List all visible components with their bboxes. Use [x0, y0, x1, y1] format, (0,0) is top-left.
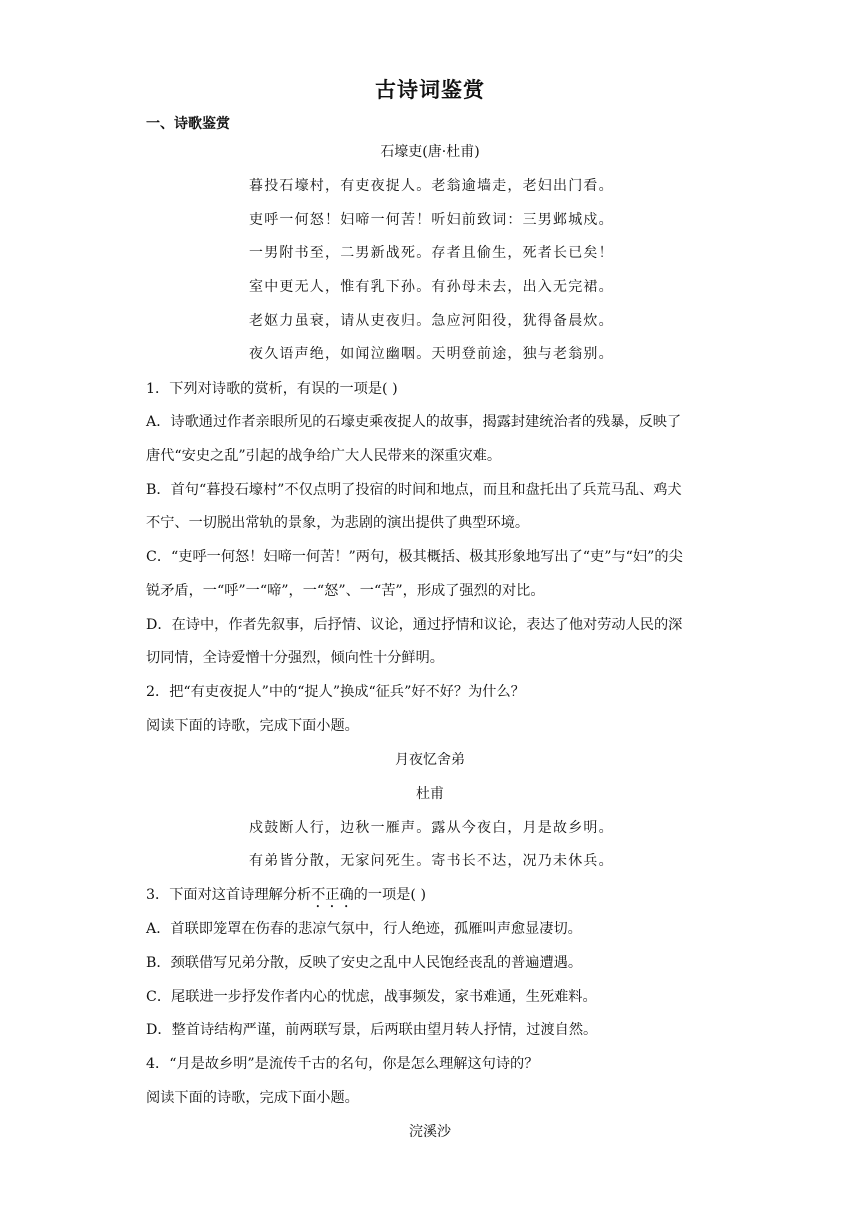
poem1-line: 暮投石壕村，有吏夜捉人。老翁逾墙走，老妇出门看。 [249, 178, 614, 194]
q1-option-a-cont: 唐代“安史之乱”引起的战争给广大人民带来的深重灾难。 [146, 448, 502, 464]
poem2-line: 有弟皆分散，无家问死生。寄书长不达，况乃未休兵。 [249, 853, 614, 869]
reading-instruction: 阅读下面的诗歌，完成下面小题。 [146, 718, 359, 734]
q1-option-c: C．“吏呼一何怒！妇啼一何苦！”两句，极其概括、极其形象地写出了“吏”与“妇”的尖 [146, 549, 683, 565]
poem1-line: 老妪力虽衰，请从吏夜归。急应河阳役，犹得备晨炊。 [249, 313, 614, 329]
q1-option-a: A．诗歌通过作者亲眼所见的石壕吏乘夜捉人的故事，揭露封建统治者的残暴，反映了 [146, 414, 682, 430]
q1-option-d: D．在诗中，作者先叙事，后抒情、议论，通过抒情和议论，表达了他对劳动人民的深 [146, 617, 683, 633]
poem2-author: 杜甫 [416, 786, 444, 802]
poem2-title: 月夜忆舍弟 [395, 752, 465, 768]
q1-option-d-cont: 切同情，全诗爱憎十分强烈，倾向性十分鲜明。 [146, 650, 444, 666]
q3-option-b: B．颈联借写兄弟分散，反映了安史之乱中人民饱经丧乱的普遍遭遇。 [146, 955, 583, 971]
q1-option-c-cont: 锐矛盾，一“呼”一“啼”，一“怒”、一“苦”，形成了强烈的对比。 [146, 583, 545, 599]
question-1-stem: 1．下列对诗歌的赏析，有误的一项是( ) [146, 381, 398, 397]
q1-option-b-cont: 不宁、一切脱出常轨的景象，为悲剧的演出提供了典型环境。 [146, 515, 530, 531]
section-heading: 一、诗歌鉴赏 [146, 116, 230, 132]
q3-stem-post: 的一项是( ) [353, 887, 427, 903]
q3-stem-pre: 3．下面对这首诗理解分析 [146, 887, 312, 903]
page-title: 古诗词鉴赏 [375, 78, 485, 102]
q3-stem-emphasis: 不正确 [311, 887, 354, 903]
poem1-title: 石壕吏(唐·杜甫) [380, 144, 480, 160]
poem1-line: 吏呼一何怒！妇啼一何苦！听妇前致词：三男邺城戍。 [249, 212, 614, 228]
q3-option-c: C．尾联进一步抒发作者内心的忧虑，战事频发，家书难通，生死难料。 [146, 989, 597, 1005]
question-3-stem [146, 884, 426, 911]
q3-option-a: A．首联即笼罩在伤春的悲凉气氛中，行人绝迹，孤雁叫声愈显凄切。 [146, 921, 582, 937]
poem3-title: 浣溪沙 [409, 1124, 451, 1140]
reading-instruction: 阅读下面的诗歌，完成下面小题。 [146, 1090, 359, 1106]
poem1-line: 夜久语声绝，如闻泣幽咽。天明登前途，独与老翁别。 [249, 346, 614, 362]
poem1-line: 一男附书至，二男新战死。存者且偷生，死者长已矣！ [249, 245, 614, 261]
poem1-line: 室中更无人，惟有乳下孙。有孙母未去，出入无完裙。 [249, 279, 614, 295]
question-4: 4．“月是故乡明”是流传千古的名句，你是怎么理解这句诗的？ [146, 1056, 539, 1072]
q1-option-b: B．首句“暮投石壕村”不仅点明了投宿的时间和地点，而且和盘托出了兵荒马乱、鸡犬 [146, 482, 682, 498]
question-2: 2．把“有吏夜捉人”中的“捉人”换成“征兵”好不好？为什么？ [146, 684, 525, 700]
poem2-line: 戍鼓断人行，边秋一雁声。露从今夜白，月是故乡明。 [249, 820, 614, 836]
q3-option-d: D．整首诗结构严谨，前两联写景，后两联由望月转人抒情，过渡自然。 [146, 1022, 598, 1038]
